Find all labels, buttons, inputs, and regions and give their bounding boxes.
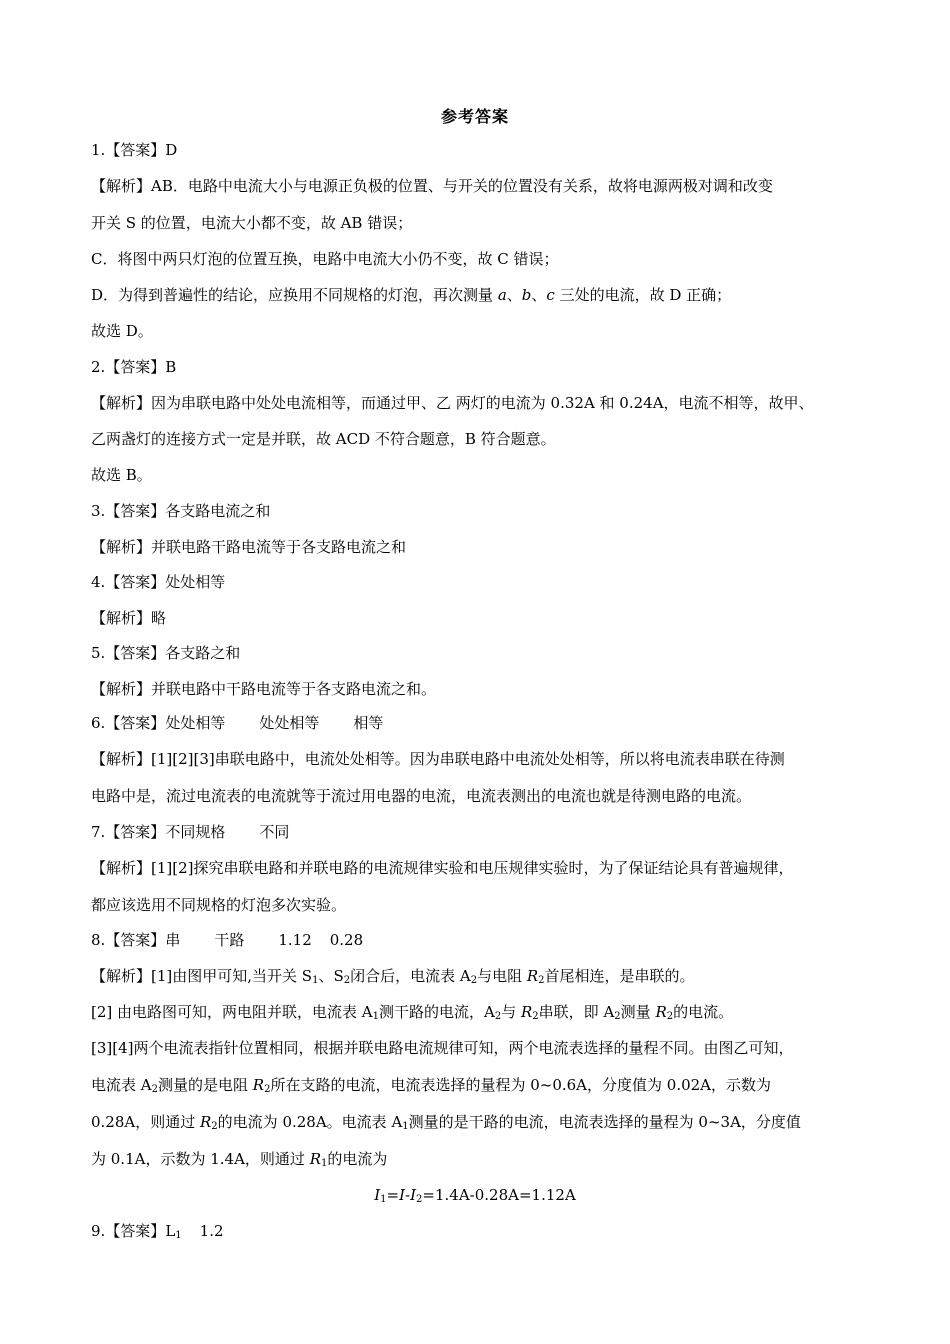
q7-analysis-line-2: 都应该选用不同规格的灯泡多次实验。 <box>91 896 347 914</box>
q6-answer: 6.【答案】处处相等 处处相等 相等 <box>91 714 384 732</box>
q6-analysis-line-2: 电路中是，流过电流表的电流就等于流过用电器的电流，电流表测出的电流也就是待测电路的电流。 <box>91 787 752 805</box>
q2-answer: 2.【答案】B <box>91 358 177 376</box>
q8-analysis-line-1: 【解析】[1]由图甲可知,当开关 $S_1$、$S_2$闭合后，电流表 $A_2$与电阻 $R_2$首尾相连，是串联的。 <box>91 967 695 986</box>
q8-answer: 8.【答案】串 干路 1.12 0.28 <box>91 931 364 949</box>
q4-analysis: 【解析】略 <box>91 609 167 627</box>
q5-analysis: 【解析】并联电路中干路电流等于各支路电流之和。 <box>91 680 437 698</box>
q2-analysis-line-1: 【解析】因为串联电路中处处电流相等，而通过甲、乙 两灯的电流为 0.32A 和 0.24A，电流不相等，故甲、 <box>91 394 814 412</box>
q3-analysis: 【解析】并联电路干路电流等于各支路电流之和 <box>91 538 407 556</box>
q6-analysis-line-1: 【解析】[1][2][3]串联电路中，电流处处相等。因为串联电路中电流处处相等，所以将电流表串联在待测 <box>91 750 785 768</box>
q1-answer: 1.【答案】D <box>91 141 178 159</box>
q4-answer: 4.【答案】处处相等 <box>91 573 226 591</box>
page-title: 参考答案 <box>440 107 509 126</box>
q9-answer: 9.【答案】$L_1$ 1.2 <box>91 1222 224 1241</box>
q5-answer: 5.【答案】各支路之和 <box>91 644 241 662</box>
q7-analysis-line-1: 【解析】[1][2]探究串联电路和并联电路的电流规律实验和电压规律实验时，为了保证结论具有普遍规律， <box>91 859 794 877</box>
q8-analysis-line-5: 0.28A，则通过 $R_2$的电流为 0.28A。电流表 $A_1$测量的是干路的电流，电流表选择的量程为 0~3A，分度值 <box>91 1113 801 1132</box>
q8-analysis-line-2: [2] 由电路图可知，两电阻并联，电流表 $A_1$测干路的电流，$A_2$与 $R_2$串联，即 $A_2$测量 $R_2$的电流。 <box>91 1003 734 1022</box>
q1-analysis-line-3: C．将图中两只灯泡的位置互换，电路中电流大小仍不变，故 C 错误； <box>91 250 559 268</box>
q8-formula: $I_1=I-I_2=1.4A-0.28A=1.12A$ <box>374 1186 576 1205</box>
q2-conclusion: 故选 B。 <box>91 466 152 484</box>
q3-answer: 3.【答案】各支路电流之和 <box>91 502 271 520</box>
q1-analysis-line-2: 开关 S 的位置，电流大小都不变，故 AB 错误； <box>91 214 413 232</box>
q8-analysis-line-4: 电流表 $A_2$测量的是电阻 $R_2$所在支路的电流，电流表选择的量程为 0~0.6A，分度值为 0.02A，示数为 <box>91 1076 772 1095</box>
q1-analysis-line-4: D．为得到普遍性的结论，应换用不同规格的灯泡，再次测量 a、b、c 三处的电流，故 D 正确； <box>91 286 732 304</box>
q1-conclusion: 故选 D。 <box>91 322 153 340</box>
q1-analysis-line-1: 【解析】AB．电路中电流大小与电源正负极的位置、与开关的位置没有关系，故将电源两极对调和改变 <box>91 177 773 195</box>
q2-analysis-line-2: 乙两盏灯的连接方式一定是并联，故 ACD 不符合题意，B 符合题意。 <box>91 430 556 448</box>
q8-analysis-line-6: 为 0.1A，示数为 1.4A，则通过 $R_1$的电流为 <box>91 1150 388 1169</box>
q7-answer: 7.【答案】不同规格 不同 <box>91 823 290 841</box>
q8-analysis-line-3: [3][4]两个电流表指针位置相同，根据并联电路电流规律可知，两个电流表选择的量程不同。由图乙可知， <box>91 1039 794 1057</box>
